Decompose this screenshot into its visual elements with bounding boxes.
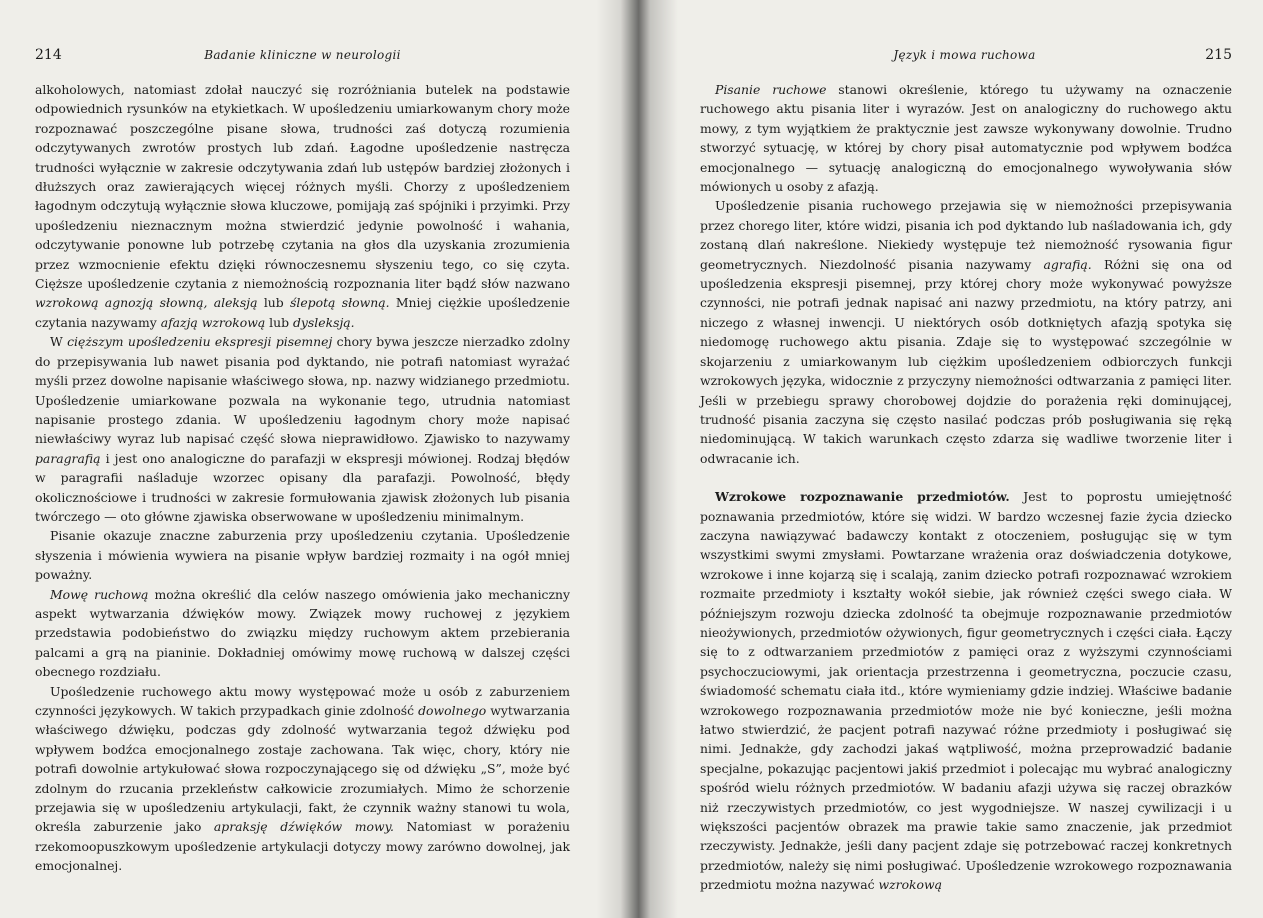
right-page-header [697, 44, 1232, 66]
emphasis: dowolnego [418, 703, 487, 718]
paragraph: W cięższym upośledzeniu ekspresji pisemnej chory bywa jeszcze nierzadko zdolny do przepisywania lub nawet pisania pod dyktando, nie potrafi natomiast wyrażać myśli przez dowolne napisanie właściwego słowa, np. nazwy widzianego przedmiotu. Upośledzenie umiarkowane pozwala na wykonanie tego, utrudnia natomiast napisanie prostego zdania. W upośledzeniu łagodnym chory może napisać niewłaściwy wyraz lub napisać część słowa nieprawidłowo. Zjawisko to nazywamy paragrafią i jest ono analogiczne do parafazji w ekspresji mówionej. Rodzaj błędów w paragrafii naśladuje wzorzec opisany dla parafazji. Powolność, błędy okolicznościowe i trudności w zakresie formułowania zjawisk złożonych lub pisania twórczego — oto główne zjawiska obserwowane w upośledzeniu minimalnym. [35, 334, 570, 524]
emphasis: Pisanie ruchowe [715, 82, 827, 97]
right-page [632, 0, 1263, 918]
emphasis: wzrokową [878, 877, 943, 893]
emphasis: apraksję dźwięków mowy. [213, 819, 394, 835]
page-number: 214 [35, 47, 62, 63]
paragraph: Pisanie ruchowe stanowi określenie, którego tu używamy na oznaczenie ruchowego aktu pisania liter i wyrazów. Jest on analogiczny do ruchowego aktu mowy, z tym wyjątkiem że praktycznie jest zawsze wykonywany dowolnie. Trudno stworzyć sytuację, w której by chory pisał automatycznie pod wpływem bodźca emocjonalnego — sytuację analogiczną do emocjonalnego wywoływania słów mówionych u osoby z afazją. [700, 82, 1232, 195]
page-number: 215 [1205, 47, 1232, 63]
running-head: Język i mowa ruchowa [893, 48, 1036, 62]
emphasis: paragrafią [35, 450, 101, 466]
emphasis: cięższym upośledzeniu ekspresji pisemnej [67, 334, 333, 350]
running-head: Badanie kliniczne w neurologii [204, 48, 401, 62]
emphasis: wzrokową agnozją słowną, aleksją [35, 295, 258, 311]
left-page-body [35, 80, 570, 876]
emphasis: agrafią. [1043, 256, 1092, 272]
left-page-header [35, 44, 570, 66]
paragraph: Upośledzenie ruchowego aktu mowy występować może u osób z zaburzeniem czynności językowych. W takich przypadkach ginie zdolność dowolnego wytwarzania właściwego dźwięku, podczas gdy zdolność wytwarzania tegoż dźwięku pod wpływem bodźca emocjonalnego zostaje zachowana. Tak więc, chory, który nie potrafi dowolnie artykułować słowa rozpoczynającego się od dźwięku „S”, może być zdolnym do rzucania przekleństw całkowicie zrozumiałych. Mimo że schorzenie przejawia się w upośledzeniu artykulacji, fakt, że czynnik ważny stanowi tu wola, określa zaburzenie jako apraksję dźwięków mowy. Natomiast w porażeniu rzekomoopuszkowym upośledzenie artykulacji dotyczy mowy zarówno dowolnej, jak emocjonalnej. [35, 683, 570, 874]
section-heading: Wzrokowe rozpoznawanie przedmiotów. [715, 489, 1010, 505]
emphasis: Mowę ruchową [50, 586, 149, 602]
paragraph: Pisanie okazuje znaczne zaburzenia przy upośledzeniu czytania. Upośledzenie słyszenia i mówienia wywiera na pisanie wpływ bardziej rozmaity i na ogół mniej poważny. [35, 528, 570, 583]
paragraph: Upośledzenie pisania ruchowego przejawia się w niemożności przepisywania przez chorego liter, które widzi, pisania ich pod dyktando lub naśladowania ich, gdy zostaną dlań nakreślone. Niekiedy występuje też niemożność rysowania figur geometrycznych. Niezdolność pisania nazywamy agrafią. Różni się ona od upośledzenia ekspresji pisemnej, przy której chory może wykonywać powyższe czynności, nie potrafi jednak napisać ani nazwy przedmiotu, na który patrzy, ani niczego z własnej inwencji. U niektórych osób dotkniętych afazją spotyka się niedomogę ruchowego aktu pisania. Zdaje się to występować szczególnie w skojarzeniu z umiarkowanym lub ciężkim upośledzeniem odbiorczych funkcji wzrokowych języka, widocznie z przyczyny niemożności odtwarzania z pamięci liter. Jeśli w przebiegu sprawy chorobowej dojdzie do porażenia ręki dominującej, trudność pisania zaczyna się często nasilać podczas prób posługiwania się ręką niedominującą. W takich warunkach często zdarza się wadliwe tworzenie liter i odwracanie ich. [700, 198, 1233, 466]
paragraph: Wzrokowe rozpoznawanie przedmiotów. Jest to poprostu umiejętność poznawania przedmiotów, które się widzi. W bardzo wczesnej fazie życia dziecko zaczyna nawiązywać badawczy kontakt z otoczeniem, posługując się w tym wszystkimi swymi zmysłami. Powtarzane wrażenia oraz doświadczenia dotykowe, wzrokowe i inne kojarzą się i scalają, zanim dziecko potrafi rozpoznawać wzrokiem rozmaite przedmioty i kształty wokół siebie, jak również części swego ciała. W późniejszym rozwoju dziecka zdolność ta obejmuje rozpoznawanie przedmiotów nieożywionych, przedmiotów ożywionych, figur geometrycznych i części ciała. Łączy się to z odtwarzaniem przedmiotów z pamięci oraz z wyższymi czynnościami psychoczuciowymi, jak orientacja przestrzenna i geometryczna, poczucie czasu, świadomość schematu ciała itd., które wymieniamy gdzie indziej. Właściwe badanie wzrokowego rozpoznawania przedmiotów może nie być konieczne, jeśli można łatwo stwierdzić, że pacjent potrafi nazywać różne przedmioty i posługiwać się nimi. Jednakże, gdy zachodzi jakaś wątpliwość, można przeprowadzić badanie specjalne, pokazując pacjentowi jakiś przedmiot i polecając mu wybrać analogiczny spośród wielu różnych przedmiotów. W badaniu afazji używa się raczej obrazków niż rzeczywistych przedmiotów, co jest wygodniejsze. W naszej cywilizacji i u większości pacjentów obrazek ma prawie takie samo znaczenie, jak przedmiot rzeczywisty. Jednakże, jeśli dany pacjent zdaje się potrzebować raczej konkretnych przedmiotów, należy się nimi posługiwać. Upośledzenie wzrokowego rozpoznawania przedmiotu można nazywać wzrokową [700, 489, 1232, 893]
emphasis: afazją wzrokową [160, 314, 266, 330]
paragraph: alkoholowych, natomiast zdołał nauczyć się rozróżniania butelek na podstawie odpowiednich rysunków na etykietkach. W upośledzeniu umiarkowanym chory może rozpoznawać poszczególne pisane słowa, trudności zaś dotyczą rozumienia odczytywanych zwrotów prostych lub zdań. Łagodne upośledzenie nastręcza trudności wyłącznie w zakresie odczytywania zdań lub ustępów bardziej złożonych i dłuższych oraz zawierających więcej różnych myśli. Chorzy z upośledzeniem łagodnym odczytują wyłącznie słowa kluczowe, pomijają zaś spójniki i przyimki. Przy upośledzeniu nieznacznym można stwierdzić jedynie powolność i wahania, odczytywanie ponowne lub potrzebę czytania na głos dla uzyskania zrozumienia przez wzmocnienie efektu dzięki równoczesnemu słyszeniu tego, co się czyta. Cięższe upośledzenie czytania z niemożnością rozpoznania liter bądź słów nazwano wzrokową agnozją słowną, aleksją lub ślepotą słowną. Mniej ciężkie upośledzenie czytania nazywamy afazją wzrokową lub dysleksją. [35, 82, 570, 330]
right-page-body [700, 80, 1232, 895]
emphasis: dysleksją. [293, 314, 355, 330]
paragraph-gap [700, 468, 1232, 487]
emphasis: ślepotą słowną. [290, 295, 390, 311]
paragraph: Mowę ruchową można określić dla celów naszego omówienia jako mechaniczny aspekt wytwarzania dźwięków mowy. Związek mowy ruchowej z językiem przedstawia podobieństwo do związku między ruchowym aktem przebierania palcami a grą na pianinie. Dokładniej omówimy mowę ruchową w dalszej części obecnego rozdziału. [35, 586, 570, 680]
